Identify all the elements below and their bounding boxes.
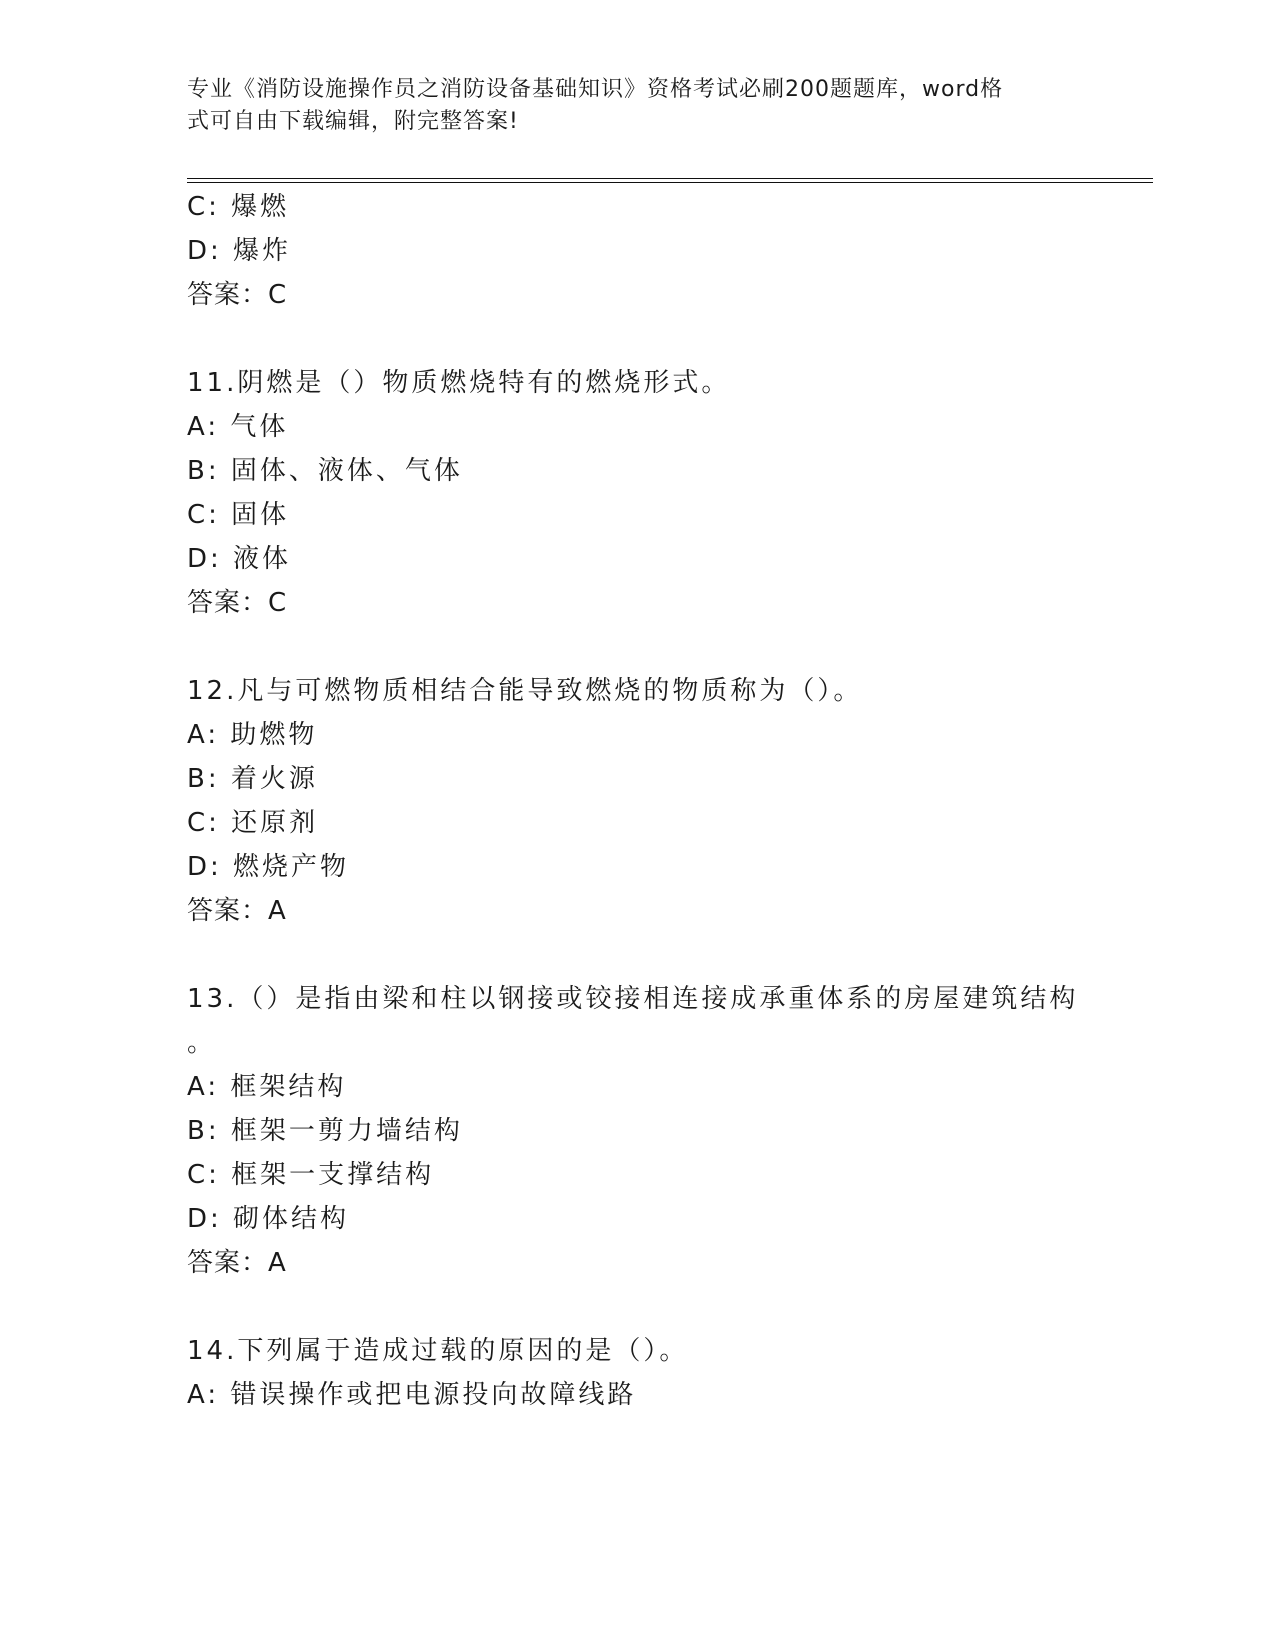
prev-answer: 答案：C (187, 280, 288, 310)
q11-question: 11.阴燃是（）物质燃烧特有的燃烧形式。 (187, 368, 731, 398)
q12-option-c: C: 还原剂 (187, 808, 319, 838)
header-line-2: 式可自由下载编辑，附完整答案! (187, 109, 519, 134)
q12-option-b: B: 着火源 (187, 764, 318, 794)
document-header (187, 74, 1087, 138)
q11-option-c: C: 固体 (187, 500, 290, 530)
q13-option-c: C: 框架一支撑结构 (187, 1160, 435, 1190)
q11-option-b: B: 固体、液体、气体 (187, 456, 463, 486)
q13-option-a: A: 框架结构 (187, 1072, 347, 1102)
q11-option-d: D: 液体 (187, 544, 292, 574)
q14-question: 14.下列属于造成过载的原因的是（）。 (187, 1336, 689, 1366)
q13-option-b: B: 框架一剪力墙结构 (187, 1116, 463, 1146)
q13-answer: 答案：A (187, 1248, 287, 1278)
prev-option-d: D: 爆炸 (187, 236, 292, 266)
q12-question: 12.凡与可燃物质相结合能导致燃烧的物质称为（）。 (187, 676, 863, 706)
header-divider-bottom (187, 182, 1153, 183)
header-line-1: 专业《消防设施操作员之消防设备基础知识》资格考试必刷200题题库，word格 (187, 77, 1004, 102)
q13-option-d: D: 砌体结构 (187, 1204, 350, 1234)
q14-option-a: A: 错误操作或把电源投向故障线路 (187, 1380, 637, 1410)
q11-option-a: A: 气体 (187, 412, 289, 442)
q12-option-a: A: 助燃物 (187, 720, 318, 750)
prev-option-c: C: 爆燃 (187, 192, 290, 222)
header-divider-top (187, 178, 1153, 179)
q11-answer: 答案：C (187, 588, 288, 618)
q13-question-line-2: 。 (187, 1028, 217, 1058)
q12-answer: 答案：A (187, 896, 287, 926)
q13-question-line-1: 13.（）是指由梁和柱以钢接或铰接相连接成承重体系的房屋建筑结构 (187, 984, 1079, 1014)
q12-option-d: D: 燃烧产物 (187, 852, 350, 882)
